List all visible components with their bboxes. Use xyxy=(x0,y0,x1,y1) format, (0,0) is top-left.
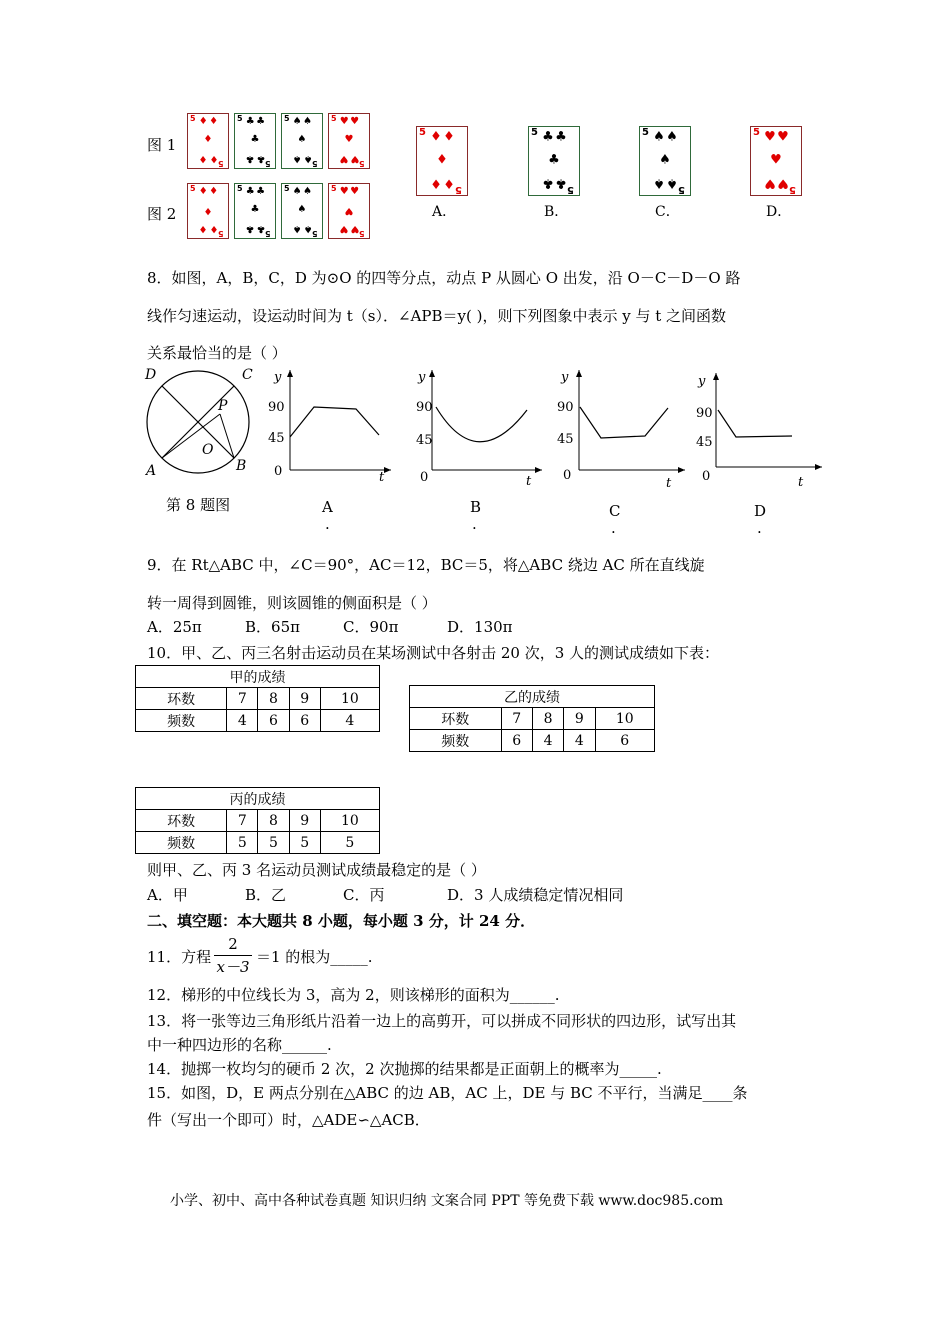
cell: 8 xyxy=(258,688,289,710)
q10-line1: 10．甲、乙、丙三名射击运动员在某场测试中各射击 20 次，3 人的测试成绩如下表： xyxy=(147,644,720,662)
graph-b-45-label: 45 xyxy=(416,433,433,448)
graph-c-y-label: y xyxy=(561,370,569,385)
cell: 4 xyxy=(320,710,379,732)
diamond-pip-icon: ♦ xyxy=(443,129,455,145)
q15-line1: 15．如图，D，E 两点分别在△ABC 的边 AB，AC 上，DE 与 BC 不平行，当满足____条 xyxy=(147,1084,748,1102)
cell: 10 xyxy=(320,688,379,710)
card-five-diamond xyxy=(187,113,229,169)
cell: 7 xyxy=(227,688,258,710)
spade-pip-icon: ♠ xyxy=(303,223,313,235)
cell: 6 xyxy=(258,710,289,732)
card-rank: 5 xyxy=(642,127,649,138)
graph-option-a-label: A xyxy=(322,498,333,516)
cell: 8 xyxy=(258,810,289,832)
graph-c-t-label: t xyxy=(666,476,672,490)
score-table-yi xyxy=(409,685,655,752)
cell: 5 xyxy=(289,832,320,854)
cell: 10 xyxy=(595,708,655,730)
diamond-pip-icon: ♦ xyxy=(443,175,455,191)
spade-pip-icon: ♠ xyxy=(303,115,313,127)
diamond-pip-icon: ♦ xyxy=(198,223,208,235)
graph-a-45-label: 45 xyxy=(268,431,285,446)
graph-a-y-label: y xyxy=(274,370,282,385)
graph-d-origin-label: 0 xyxy=(702,469,711,484)
diamond-pip-icon: ♦ xyxy=(436,152,448,168)
spade-pip-icon: ♠ xyxy=(292,223,302,235)
q11-denominator: x－3 xyxy=(216,958,250,976)
graph-a-90-label: 90 xyxy=(268,400,285,415)
graph-c-45-label: 45 xyxy=(557,432,574,447)
card-rank: 5 xyxy=(567,184,574,195)
spade-pip-icon: ♠ xyxy=(297,133,307,145)
club-pip-icon: ♣ xyxy=(245,185,255,197)
card-rank: 5 xyxy=(237,184,243,193)
card-rank: 5 xyxy=(284,114,290,123)
heart-pip-icon: ♥ xyxy=(344,133,354,145)
heart-pip-icon: ♥ xyxy=(339,153,349,165)
graph-c-90-label: 90 xyxy=(557,400,574,415)
q8-line2: 线作匀速运动，设运动时间为 t（s）．∠APB＝y( )，则下列图象中表示 y 与 t 之间函数 xyxy=(147,307,727,325)
card-option-label: A． xyxy=(432,204,457,220)
score-table-bing xyxy=(135,787,380,854)
heart-pip-icon: ♥ xyxy=(764,175,776,191)
q9-line2: 转一周得到圆锥，则该圆锥的侧面积是（ ） xyxy=(147,594,437,612)
spade-pip-icon: ♠ xyxy=(666,129,678,145)
card-rank: 5 xyxy=(284,184,290,193)
card-five-club xyxy=(528,126,580,196)
point-d-label: D xyxy=(145,367,157,383)
diamond-pip-icon: ♦ xyxy=(209,185,219,197)
card-rank: 5 xyxy=(237,114,243,123)
graph-option-d xyxy=(692,368,827,490)
card-rank: 5 xyxy=(359,229,365,238)
q9-line1: 9．在 Rt△ABC 中，∠C＝90°，AC＝12，BC＝5，将△ABC 绕边 AC 所在直线旋 xyxy=(147,556,705,574)
score-table-title: 乙的成绩 xyxy=(410,686,655,708)
heart-pip-icon: ♥ xyxy=(770,152,782,168)
diamond-pip-icon: ♦ xyxy=(209,153,219,165)
spade-pip-icon: ♠ xyxy=(292,185,302,197)
row-label: 环数 xyxy=(136,688,227,710)
graph-b-y-label: y xyxy=(418,370,426,385)
club-pip-icon: ♣ xyxy=(555,175,567,191)
card-rank: 5 xyxy=(753,127,760,138)
club-pip-icon: ♣ xyxy=(245,115,255,127)
cell: 9 xyxy=(564,708,595,730)
q8-figure-caption: 第 8 题图 xyxy=(166,496,231,514)
point-p-label: P xyxy=(218,398,228,414)
club-pip-icon: ♣ xyxy=(245,153,255,165)
card-five-heart xyxy=(328,183,370,239)
spade-pip-icon: ♠ xyxy=(303,185,313,197)
row-label: 环数 xyxy=(136,810,227,832)
graph-option-d-label: D xyxy=(754,502,767,520)
card-rank: 5 xyxy=(331,114,337,123)
graph-option-b xyxy=(412,365,547,487)
heart-pip-icon: ♥ xyxy=(350,115,360,127)
card-rank: 5 xyxy=(218,159,224,168)
graph-d-y-label: y xyxy=(698,374,706,389)
card-five-spade xyxy=(639,126,691,196)
heart-pip-icon: ♥ xyxy=(777,129,789,145)
q13-line2: 中一种四边形的名称______. xyxy=(147,1036,332,1054)
q9-option-c: C．90π xyxy=(343,618,399,636)
cell: 7 xyxy=(501,708,532,730)
cell: 9 xyxy=(289,810,320,832)
card-rank: 5 xyxy=(419,127,426,138)
heart-pip-icon: ♥ xyxy=(350,223,360,235)
spade-pip-icon: ♠ xyxy=(653,175,665,191)
graph-option-c-label: C xyxy=(609,502,621,520)
card-option-label: D． xyxy=(766,204,792,220)
spade-pip-icon: ♠ xyxy=(292,153,302,165)
card-rank: 5 xyxy=(218,229,224,238)
score-table-title: 丙的成绩 xyxy=(136,788,380,810)
q10-question: 则甲、乙、丙 3 名运动员测试成绩最稳定的是（ ） xyxy=(147,861,486,879)
cell: 9 xyxy=(289,688,320,710)
cell: 6 xyxy=(595,730,655,752)
club-pip-icon: ♣ xyxy=(542,129,554,145)
graph-option-a xyxy=(266,365,396,485)
fig1-label: 图 1 xyxy=(147,136,177,154)
card-rank: 5 xyxy=(359,159,365,168)
card-figure-1 xyxy=(187,113,373,171)
cell: 10 xyxy=(320,810,379,832)
card-rank: 5 xyxy=(312,229,318,238)
graph-option-b-dot: . xyxy=(472,515,477,533)
heart-pip-icon: ♥ xyxy=(339,185,349,197)
cell: 5 xyxy=(320,832,379,854)
section-heading: 二、填空题：本大题共 8 小题，每小题 3 分，计 24 分． xyxy=(147,912,536,930)
diamond-pip-icon: ♦ xyxy=(430,129,442,145)
card-rank: 5 xyxy=(455,184,462,195)
card-five-diamond xyxy=(187,183,229,239)
club-pip-icon: ♣ xyxy=(250,133,260,145)
q14-text: 14．抛掷一枚均匀的硬币 2 次，2 次抛掷的结果都是正面朝上的概率为_____. xyxy=(147,1060,662,1078)
card-figure-2 xyxy=(187,183,373,241)
club-pip-icon: ♣ xyxy=(245,223,255,235)
spade-pip-icon: ♠ xyxy=(653,129,665,145)
graph-b-t-label: t xyxy=(526,474,532,487)
row-label: 频数 xyxy=(136,710,227,732)
graph-d-90-label: 90 xyxy=(696,406,713,421)
spade-pip-icon: ♠ xyxy=(659,152,671,168)
card-rank: 5 xyxy=(331,184,337,193)
card-option-label: B． xyxy=(544,204,569,220)
q10-option-c: C．丙 xyxy=(343,886,385,904)
club-pip-icon: ♣ xyxy=(542,175,554,191)
club-pip-icon: ♣ xyxy=(256,185,266,197)
q13-line1: 13．将一张等边三角形纸片沿着一边上的高剪开，可以拼成不同形状的四边形，试写出其 xyxy=(147,1012,737,1030)
card-rank: 5 xyxy=(531,127,538,138)
graph-d-45-label: 45 xyxy=(696,435,713,450)
card-rank: 5 xyxy=(190,184,196,193)
point-c-label: C xyxy=(242,367,253,383)
card-rank: 5 xyxy=(190,114,196,123)
club-pip-icon: ♣ xyxy=(256,115,266,127)
card-five-spade xyxy=(281,113,323,169)
graph-option-c xyxy=(553,365,688,490)
q11-suffix: ＝1 的根为_____. xyxy=(256,948,373,966)
spade-pip-icon: ♠ xyxy=(666,175,678,191)
card-option-label: C． xyxy=(655,204,680,220)
card-rank: 5 xyxy=(312,159,318,168)
heart-pip-icon: ♥ xyxy=(777,175,789,191)
graph-a-t-label: t xyxy=(379,470,385,485)
heart-pip-icon: ♥ xyxy=(350,153,360,165)
cell: 6 xyxy=(501,730,532,752)
club-pip-icon: ♣ xyxy=(256,223,266,235)
diamond-pip-icon: ♦ xyxy=(198,115,208,127)
footer-text: 小学、初中、高中各种试卷真题 知识归纳 文案合同 PPT 等免费下载 www.doc985.com xyxy=(170,1193,724,1209)
card-rank: 5 xyxy=(265,229,271,238)
spade-pip-icon: ♠ xyxy=(297,203,307,215)
diamond-pip-icon: ♦ xyxy=(198,185,208,197)
graph-option-d-dot: . xyxy=(757,519,762,537)
q9-option-a: A．25π xyxy=(147,618,202,636)
diamond-pip-icon: ♦ xyxy=(198,153,208,165)
card-five-club xyxy=(234,183,276,239)
cell: 5 xyxy=(227,832,258,854)
q11-numerator: 2 xyxy=(228,935,238,953)
graph-option-b-label: B xyxy=(470,498,482,516)
club-pip-icon: ♣ xyxy=(555,129,567,145)
diamond-pip-icon: ♦ xyxy=(203,204,213,216)
graph-b-90-label: 90 xyxy=(416,400,433,415)
row-label: 频数 xyxy=(136,832,227,854)
diamond-pip-icon: ♦ xyxy=(430,175,442,191)
club-pip-icon: ♣ xyxy=(250,203,260,215)
club-pip-icon: ♣ xyxy=(548,152,560,168)
graph-a-origin-label: 0 xyxy=(274,464,283,479)
club-pip-icon: ♣ xyxy=(256,153,266,165)
row-label: 频数 xyxy=(410,730,502,752)
card-options xyxy=(410,124,810,224)
q10-option-a: A．甲 xyxy=(147,886,188,904)
graph-c-origin-label: 0 xyxy=(563,468,572,483)
cell: 4 xyxy=(227,710,258,732)
q15-line2: 件（写出一个即可）时，△ADE∽△ACB． xyxy=(147,1111,430,1129)
diamond-pip-icon: ♦ xyxy=(203,133,213,145)
q12-text: 12．梯形的中位线长为 3，高为 2，则该梯形的面积为______. xyxy=(147,986,560,1004)
diamond-pip-icon: ♦ xyxy=(209,115,219,127)
heart-pip-icon: ♥ xyxy=(339,223,349,235)
card-rank: 5 xyxy=(678,184,685,195)
diamond-pip-icon: ♦ xyxy=(209,223,219,235)
card-rank: 5 xyxy=(265,159,271,168)
q11-prefix: 11．方程 xyxy=(147,948,212,966)
score-table-jia xyxy=(135,665,380,732)
graph-b-origin-label: 0 xyxy=(420,470,429,485)
score-table-title: 甲的成绩 xyxy=(136,666,380,688)
q9-option-d: D．130π xyxy=(447,618,513,636)
q10-option-b: B．乙 xyxy=(245,886,287,904)
cell: 7 xyxy=(227,810,258,832)
heart-pip-icon: ♥ xyxy=(344,204,354,216)
graph-option-c-dot: . xyxy=(611,519,616,537)
cell: 5 xyxy=(258,832,289,854)
card-five-spade xyxy=(281,183,323,239)
cell: 4 xyxy=(532,730,563,752)
cell: 6 xyxy=(289,710,320,732)
spade-pip-icon: ♠ xyxy=(303,153,313,165)
q10-option-d: D．3 人成绩稳定情况相同 xyxy=(447,886,624,904)
card-five-heart xyxy=(328,113,370,169)
row-label: 环数 xyxy=(410,708,502,730)
card-five-heart xyxy=(750,126,802,196)
q11-fraction xyxy=(212,934,254,980)
heart-pip-icon: ♥ xyxy=(764,129,776,145)
heart-pip-icon: ♥ xyxy=(339,115,349,127)
card-rank: 5 xyxy=(789,184,796,195)
q9-option-b: B．65π xyxy=(245,618,300,636)
cell: 8 xyxy=(532,708,563,730)
point-b-label: B xyxy=(236,458,247,474)
graph-d-t-label: t xyxy=(798,475,804,490)
spade-pip-icon: ♠ xyxy=(292,115,302,127)
card-five-diamond xyxy=(416,126,468,196)
fig2-label: 图 2 xyxy=(147,205,177,223)
heart-pip-icon: ♥ xyxy=(350,185,360,197)
q8-circle-figure xyxy=(138,362,268,482)
q8-line3: 关系最恰当的是（ ） xyxy=(147,344,287,362)
point-o-label: O xyxy=(202,442,214,458)
q8-line1: 8．如图，A，B，C，D 为⊙O 的四等分点，动点 P 从圆心 O 出发，沿 O－C－D－O 路 xyxy=(147,269,741,287)
point-a-label: A xyxy=(146,463,157,479)
graph-option-a-dot: . xyxy=(325,515,330,533)
card-five-club xyxy=(234,113,276,169)
cell: 4 xyxy=(564,730,595,752)
